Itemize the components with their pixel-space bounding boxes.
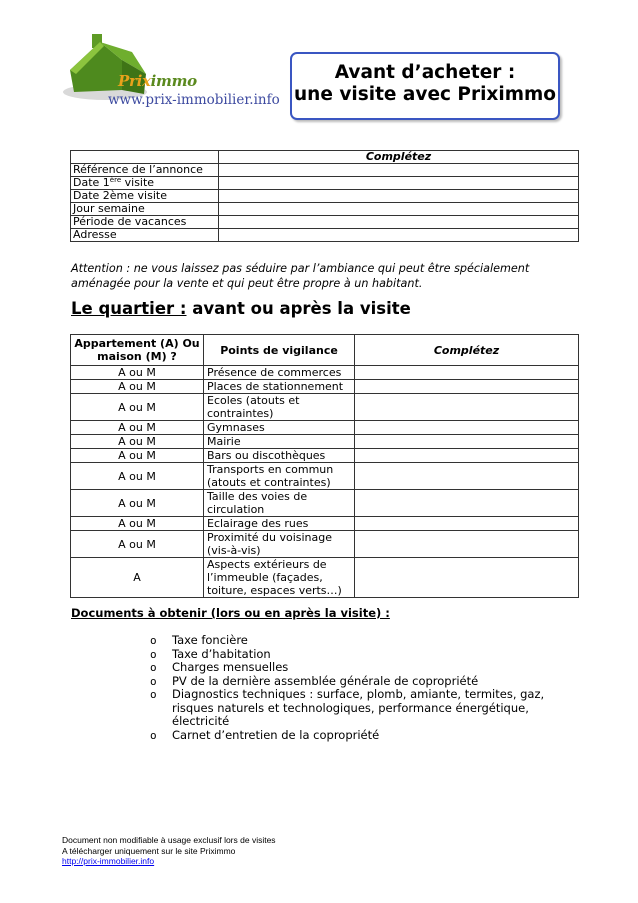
vigilance-row (71, 490, 579, 517)
bullet-icon: o (150, 728, 157, 742)
footer-line-2: A télécharger uniquement sur le site Priximmo (62, 845, 236, 856)
vigilance-complete-cell[interactable] (355, 366, 579, 380)
header-type: Appartement (A) Ou maison (M) ? (71, 335, 204, 366)
footer (62, 835, 276, 867)
section-label: Le quartier : (71, 299, 187, 318)
brand-part-2: immo (150, 72, 197, 90)
vigilance-complete-cell[interactable] (355, 435, 579, 449)
vigilance-row (71, 517, 579, 531)
vigilance-table (70, 334, 579, 598)
vigilance-point: Bars ou discothèques (204, 449, 355, 463)
vigilance-complete-cell[interactable] (355, 449, 579, 463)
vigilance-complete-cell[interactable] (355, 394, 579, 421)
document-item (148, 634, 558, 648)
vigilance-row (71, 558, 579, 598)
info-row (71, 216, 579, 229)
info-label: Jour semaine (71, 203, 219, 216)
info-value-cell[interactable] (219, 203, 579, 216)
vigilance-row (71, 435, 579, 449)
documents-list (148, 634, 558, 742)
vigilance-type: A ou M (71, 380, 204, 394)
vigilance-complete-cell[interactable] (355, 463, 579, 490)
info-row (71, 229, 579, 242)
info-label (71, 177, 219, 190)
vigilance-type: A ou M (71, 490, 204, 517)
documents-title: Documents à obtenir (lors ou en après la visite) : (71, 606, 390, 620)
footer-line-1: Document non modifiable à usage exclusif lors de visites (62, 835, 276, 845)
info-label: Date 2ème visite (71, 190, 219, 203)
info-header-empty (71, 151, 219, 164)
document-item (148, 675, 558, 689)
info-label: Référence de l’annonce (71, 164, 219, 177)
vigilance-type: A ou M (71, 366, 204, 380)
vigilance-complete-cell[interactable] (355, 531, 579, 558)
vigilance-point: Places de stationnement (204, 380, 355, 394)
bullet-icon: o (150, 661, 157, 674)
vigilance-row (71, 380, 579, 394)
info-header-row (71, 151, 579, 164)
section-rest: avant ou après la visite (186, 299, 411, 318)
vigilance-complete-cell[interactable] (355, 490, 579, 517)
vigilance-type: A ou M (71, 394, 204, 421)
info-label-date1: Date 1 (73, 176, 110, 189)
vigilance-row (71, 421, 579, 435)
logo-brand (118, 72, 197, 90)
info-table (70, 150, 579, 242)
document-item (148, 688, 558, 729)
info-value-cell[interactable] (219, 177, 579, 190)
info-row (71, 203, 579, 216)
vigilance-point: Proximité du voisinage (vis-à-vis) (204, 531, 355, 558)
attention-note: Attention : ne vous laissez pas séduire par l’ambiance qui peut être spécialement aménagée pour la vente et qui peut être propre à un habitant. (71, 262, 530, 290)
vigilance-point: Eclairage des rues (204, 517, 355, 531)
vigilance-row (71, 531, 579, 558)
brand-part-1: Prix (118, 72, 151, 90)
vigilance-type: A ou M (71, 449, 204, 463)
vigilance-type: A ou M (71, 531, 204, 558)
document-item-text: Carnet d’entretien de la copropriété (172, 727, 380, 742)
vigilance-row (71, 463, 579, 490)
document-item-text: Charges mensuelles (172, 660, 289, 674)
vigilance-row (71, 449, 579, 463)
title-line-2: une visite avec Priximmo (294, 84, 556, 105)
logo-url: www.prix-immobilier.info (108, 92, 280, 108)
vigilance-point: Ecoles (atouts et contraintes) (204, 394, 355, 421)
vigilance-type: A ou M (71, 435, 204, 449)
vigilance-point: Taille des voies de circulation (204, 490, 355, 517)
info-label-sup: ère (109, 176, 122, 184)
vigilance-type: A ou M (71, 463, 204, 490)
vigilance-type: A (71, 558, 204, 598)
info-value-cell[interactable] (219, 216, 579, 229)
bullet-icon: o (150, 674, 157, 688)
info-header-complete: Complétez (219, 151, 579, 164)
document-item (148, 661, 558, 675)
document-item-text: PV de la dernière assemblée générale de copropriété (172, 673, 479, 688)
document-item (148, 648, 558, 662)
vigilance-point: Aspects extérieurs de l’immeuble (façades, toiture, espaces verts…) (204, 558, 355, 598)
info-value-cell[interactable] (219, 190, 579, 203)
document-item-text: Diagnostics techniques : surface, plomb, amiante, termites, gaz, risques naturels et technologiques, performance énergétique, électricité (172, 687, 545, 728)
document-item-text: Taxe d’habitation (172, 646, 271, 661)
info-value-cell[interactable] (219, 164, 579, 177)
vigilance-type: A ou M (71, 517, 204, 531)
vigilance-point: Présence de commerces (204, 366, 355, 380)
vigilance-point: Gymnases (204, 421, 355, 435)
vigilance-type: A ou M (71, 421, 204, 435)
vigilance-complete-cell[interactable] (355, 380, 579, 394)
footer-link[interactable]: http://prix-immobilier.info (62, 856, 155, 866)
info-row (71, 177, 579, 190)
vigilance-complete-cell[interactable] (355, 558, 579, 598)
header-points: Points de vigilance (204, 335, 355, 366)
bullet-icon: o (150, 688, 157, 701)
info-label: Adresse (71, 229, 219, 242)
info-label: Période de vacances (71, 216, 219, 229)
section-title (71, 299, 411, 318)
info-row (71, 164, 579, 177)
vigilance-complete-cell[interactable] (355, 517, 579, 531)
vigilance-header-row (71, 335, 579, 366)
bullet-icon: o (150, 647, 157, 661)
info-label-suffix: visite (121, 176, 155, 189)
vigilance-body (71, 366, 579, 598)
vigilance-complete-cell[interactable] (355, 421, 579, 435)
title-line-1: Avant d’acheter : (334, 62, 516, 83)
document-item-text: Taxe foncière (172, 633, 248, 647)
bullet-icon: o (150, 634, 157, 647)
vigilance-row (71, 366, 579, 380)
title-box (290, 52, 560, 120)
info-value-cell[interactable] (219, 229, 579, 242)
vigilance-row (71, 394, 579, 421)
vigilance-point: Transports en commun (atouts et contraintes) (204, 463, 355, 490)
header-complete: Complétez (355, 335, 579, 366)
info-row (71, 190, 579, 203)
document-item (148, 729, 558, 743)
vigilance-point: Mairie (204, 435, 355, 449)
